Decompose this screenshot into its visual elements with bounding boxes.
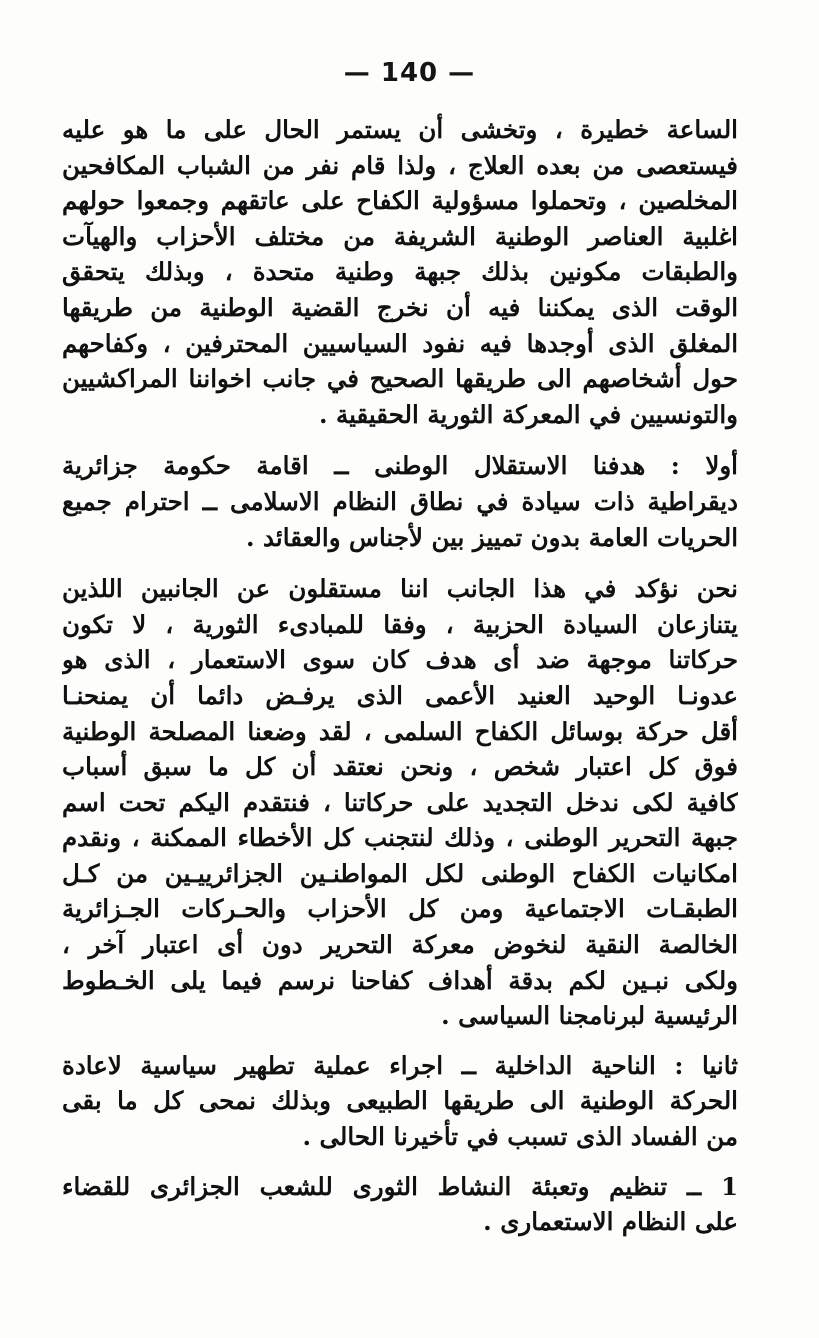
text-line: فيستعصى من بعده العلاج ، ولذا قام نفر من الشباب المكافحين bbox=[62, 150, 738, 180]
text-line: الرئيسية لبرنامجنا السياسى . bbox=[441, 1001, 738, 1031]
paragraph-second-goal bbox=[62, 1048, 738, 1155]
text-line: والتونسيين في المعركة الثورية الحقيقية . bbox=[318, 399, 738, 429]
text-line: أولا : هدفنا الاستقلال الوطنى ــ اقامة حكومة جزائرية bbox=[62, 451, 738, 481]
text-line: الوقت الذى يمكننا فيه أن نخرج القضية الوطنية من طريقها bbox=[62, 292, 738, 322]
text-line: الطبقـات الاجتماعية ومن كل الأحزاب والحـركات الجـزائرية bbox=[62, 894, 738, 924]
text-line: الحريات العامة بدون تمييز بين لأجناس والعقائد . bbox=[246, 522, 738, 552]
text-line: أقل حركة بوسائل الكفاح السلمى ، لقد وضعنا المصلحة الوطنية bbox=[62, 716, 738, 746]
text-line: ثانيا : الناحية الداخلية ــ اجراء عملية تطهير سياسية لاعادة bbox=[62, 1050, 738, 1080]
text-line: امكانيات الكفاح الوطنى لكل المواطنـين الجزائرييـين من كـل bbox=[62, 858, 738, 888]
text-line: 1 ــ تنظيم وتعبئة النشاط الثورى للشعب الجزائرى للقضاء bbox=[62, 1171, 738, 1201]
text-line: على النظام الاستعمارى . bbox=[483, 1207, 738, 1237]
paragraph-item-one bbox=[62, 1169, 738, 1240]
text-line: فوق كل اعتبار شخص ، ونحن نعتقد أن كل ما سبق أسباب bbox=[62, 752, 738, 782]
text-line: يتنازعان السيادة الحزبية ، وفقا للمبادىء الثورية ، لا تكون bbox=[62, 609, 738, 639]
text-line: حركاتنا موجهة ضد أى هدف كان سوى الاستعمار ، الذى هو bbox=[62, 645, 738, 675]
text-line: والطبقات مكونين بذلك جبهة وطنية متحدة ، وبذلك يتحقق bbox=[62, 257, 738, 287]
text-line: من الفساد الذى تسبب في تأخيرنا الحالى . bbox=[302, 1122, 738, 1152]
text-line: ديقراطية ذات سيادة في نطاق النظام الاسلامى ــ احترام جميع bbox=[62, 486, 738, 516]
text-line: نحن نؤكد في هذا الجانب اننا مستقلون عن الجانبين اللذين bbox=[62, 574, 738, 604]
text-line: الحركة الوطنية الى طريقها الطبيعى وبذلك نمحى كل ما بقى bbox=[62, 1086, 738, 1116]
text-line: حول أشخاصهم الى طريقها الصحيح في جانب اخواننا المراكشيين bbox=[62, 364, 738, 394]
paragraph-intro bbox=[62, 112, 738, 432]
text-line: جبهة التحرير الوطنى ، وذلك لنتجنب كل الأخطاء الممكنة ، ونقدم bbox=[62, 823, 738, 853]
text-line: كافية لكى ندخل التجديد على حركاتنا ، فنتقدم اليكم تحت اسم bbox=[62, 787, 738, 817]
paragraph-independence-statement bbox=[62, 571, 738, 1034]
text-line: المخلصين ، وتحملوا مسؤولية الكفاح على عاتقهم وجمعوا حولهم bbox=[62, 186, 738, 216]
text-line: ولكى نبـين لكم بدقة أهداف كفاحنا نرسم فيما يلى الخـطوط bbox=[62, 965, 738, 995]
page-body bbox=[62, 112, 738, 1240]
paragraph-first-goal bbox=[62, 448, 738, 555]
page-number: — 140 — bbox=[343, 58, 476, 88]
text-line: عدونـا الوحيد العنيد الأعمى الذى يرفـض دائما أن يمنحنـا bbox=[62, 680, 738, 710]
text-line: الساعة خطيرة ، وتخشى أن يستمر الحال على ما هو عليه bbox=[62, 115, 738, 144]
text-line: الخالصة النقية لنخوض معركة التحرير دون أى اعتبار آخر ، bbox=[62, 930, 738, 960]
text-line: المغلق الذى أوجدها فيه نفود السياسيين المحترفين ، وكفاحهم bbox=[62, 328, 738, 358]
text-line: اغلبية العناصر الوطنية الشريفة من مختلف الأحزاب والهيآت bbox=[62, 221, 738, 251]
